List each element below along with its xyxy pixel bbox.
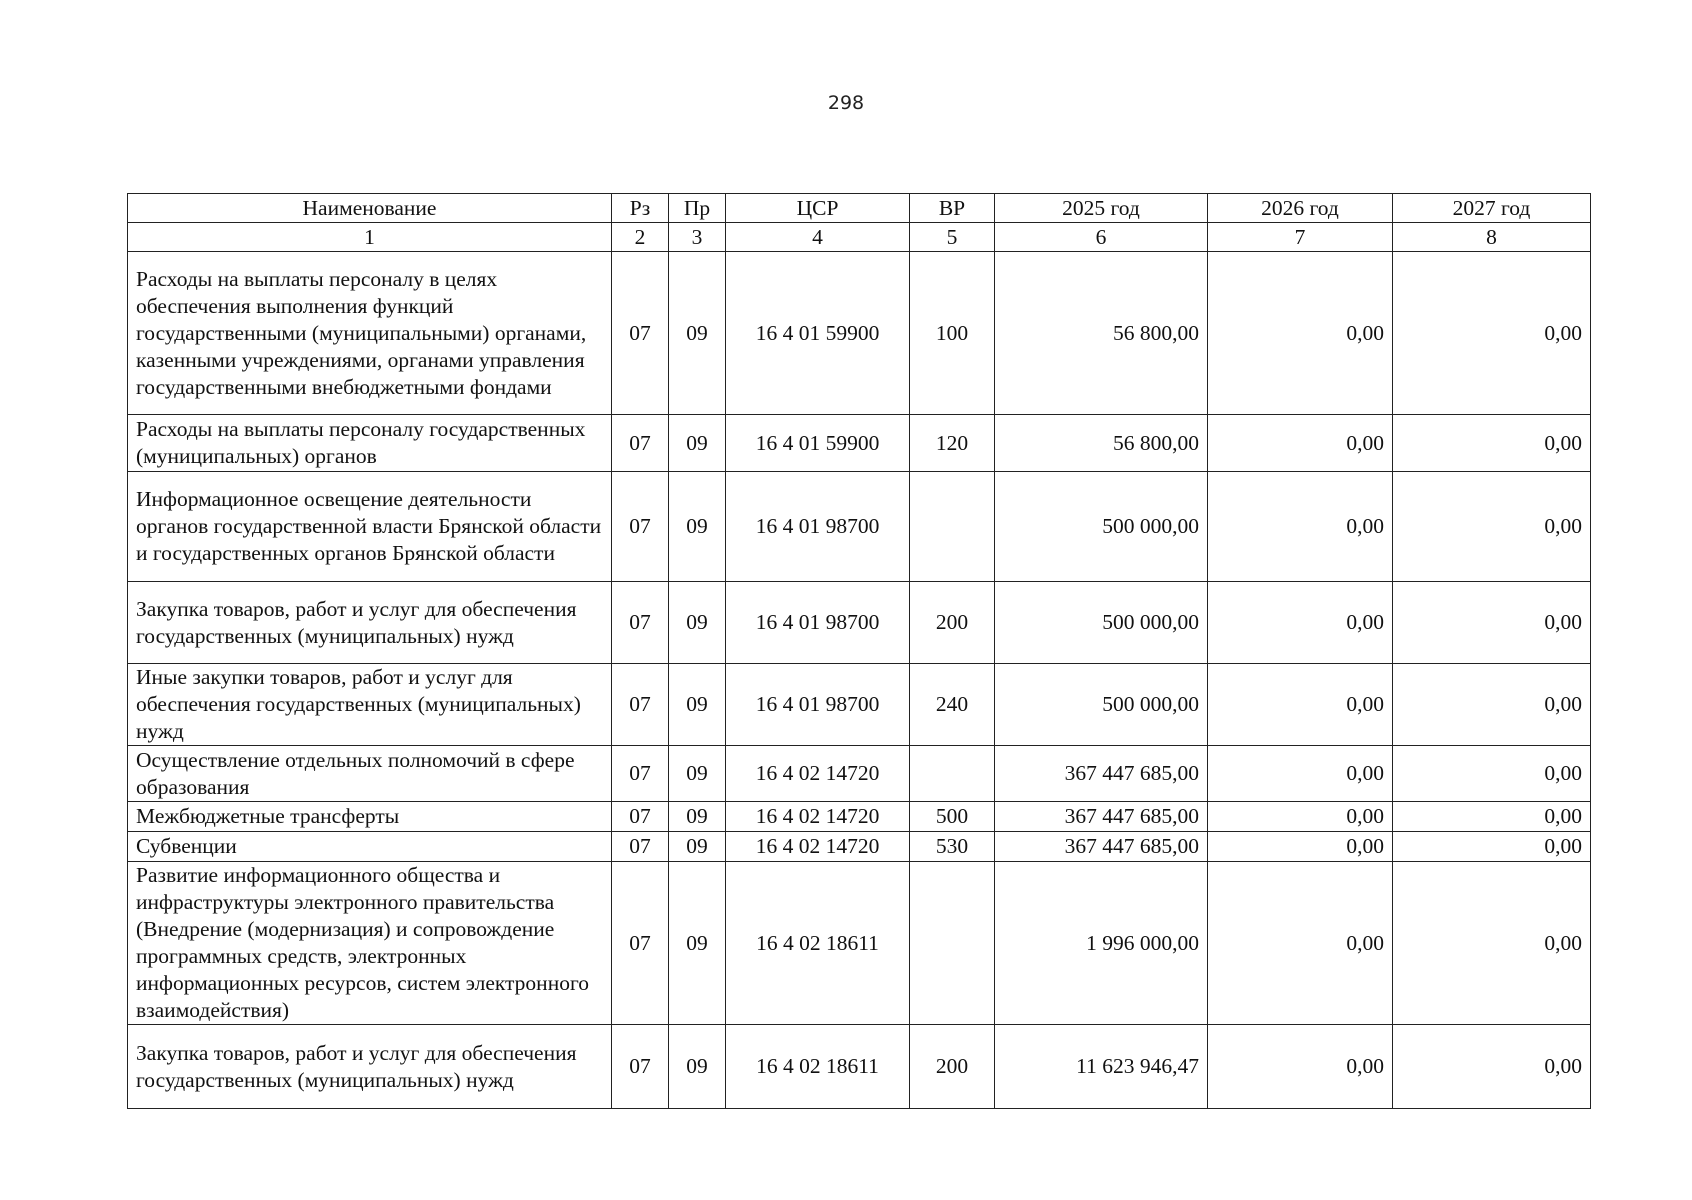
row-rz: 07 bbox=[612, 832, 669, 862]
column-number: 4 bbox=[726, 223, 910, 252]
row-pr: 09 bbox=[669, 1025, 726, 1109]
row-vr: 240 bbox=[910, 664, 995, 746]
row-2025: 11 623 946,47 bbox=[995, 1025, 1208, 1109]
row-pr: 09 bbox=[669, 252, 726, 415]
row-pr: 09 bbox=[669, 862, 726, 1025]
budget-table bbox=[127, 193, 1591, 1109]
row-rz: 07 bbox=[612, 472, 669, 582]
row-name: Развитие информационного общества и инфраструктуры электронного правительства (Внедрение (модернизация) и сопровождение программных средств, электронных информационных ресурсов, систем электронного взаимодействия) bbox=[128, 862, 612, 1025]
row-2027: 0,00 bbox=[1393, 415, 1591, 472]
table-row bbox=[128, 415, 1591, 472]
column-number: 7 bbox=[1208, 223, 1393, 252]
row-vr bbox=[910, 472, 995, 582]
row-csr: 16 4 02 14720 bbox=[726, 802, 910, 832]
row-vr: 100 bbox=[910, 252, 995, 415]
row-name: Расходы на выплаты персоналу в целях обеспечения выполнения функций государственными (муниципальными) органами, казенными учреждениями, органами управления государственными внебюджетными фондами bbox=[128, 252, 612, 415]
header-2027: 2027 год bbox=[1393, 194, 1591, 223]
table-row bbox=[128, 252, 1591, 415]
column-number: 5 bbox=[910, 223, 995, 252]
table-row bbox=[128, 582, 1591, 664]
row-vr: 200 bbox=[910, 582, 995, 664]
header-2025: 2025 год bbox=[995, 194, 1208, 223]
row-vr bbox=[910, 862, 995, 1025]
row-2027: 0,00 bbox=[1393, 746, 1591, 802]
header-rz: Рз bbox=[612, 194, 669, 223]
row-2027: 0,00 bbox=[1393, 862, 1591, 1025]
row-rz: 07 bbox=[612, 802, 669, 832]
row-2026: 0,00 bbox=[1208, 802, 1393, 832]
row-2025: 500 000,00 bbox=[995, 664, 1208, 746]
row-pr: 09 bbox=[669, 582, 726, 664]
row-2025: 56 800,00 bbox=[995, 415, 1208, 472]
row-pr: 09 bbox=[669, 746, 726, 802]
row-pr: 09 bbox=[669, 415, 726, 472]
row-2025: 56 800,00 bbox=[995, 252, 1208, 415]
row-csr: 16 4 02 14720 bbox=[726, 832, 910, 862]
row-rz: 07 bbox=[612, 1025, 669, 1109]
column-number: 3 bbox=[669, 223, 726, 252]
column-number: 8 bbox=[1393, 223, 1591, 252]
column-number: 1 bbox=[128, 223, 612, 252]
row-name: Информационное освещение деятельности органов государственной власти Брянской области и государственных органов Брянской области bbox=[128, 472, 612, 582]
row-rz: 07 bbox=[612, 582, 669, 664]
table-row bbox=[128, 1025, 1591, 1109]
table-row bbox=[128, 746, 1591, 802]
row-name: Субвенции bbox=[128, 832, 612, 862]
row-2026: 0,00 bbox=[1208, 415, 1393, 472]
row-2026: 0,00 bbox=[1208, 664, 1393, 746]
header-name: Наименование bbox=[128, 194, 612, 223]
row-pr: 09 bbox=[669, 832, 726, 862]
row-2026: 0,00 bbox=[1208, 252, 1393, 415]
row-csr: 16 4 01 59900 bbox=[726, 252, 910, 415]
row-csr: 16 4 02 14720 bbox=[726, 746, 910, 802]
row-2027: 0,00 bbox=[1393, 664, 1591, 746]
row-2027: 0,00 bbox=[1393, 472, 1591, 582]
row-name: Закупка товаров, работ и услуг для обеспечения государственных (муниципальных) нужд bbox=[128, 1025, 612, 1109]
table-row bbox=[128, 862, 1591, 1025]
row-name: Межбюджетные трансферты bbox=[128, 802, 612, 832]
column-number-row bbox=[128, 223, 1591, 252]
table-row bbox=[128, 472, 1591, 582]
header-pr: Пр bbox=[669, 194, 726, 223]
row-vr: 500 bbox=[910, 802, 995, 832]
header-csr: ЦСР bbox=[726, 194, 910, 223]
row-vr: 120 bbox=[910, 415, 995, 472]
page-number: 298 bbox=[827, 92, 865, 114]
table-row bbox=[128, 832, 1591, 862]
row-2025: 367 447 685,00 bbox=[995, 832, 1208, 862]
row-vr: 200 bbox=[910, 1025, 995, 1109]
header-2026: 2026 год bbox=[1208, 194, 1393, 223]
row-csr: 16 4 02 18611 bbox=[726, 862, 910, 1025]
row-vr: 530 bbox=[910, 832, 995, 862]
row-name: Расходы на выплаты персоналу государственных (муниципальных) органов bbox=[128, 415, 612, 472]
row-2025: 500 000,00 bbox=[995, 472, 1208, 582]
row-csr: 16 4 01 98700 bbox=[726, 664, 910, 746]
row-2025: 500 000,00 bbox=[995, 582, 1208, 664]
row-csr: 16 4 01 98700 bbox=[726, 472, 910, 582]
row-2027: 0,00 bbox=[1393, 582, 1591, 664]
row-csr: 16 4 01 98700 bbox=[726, 582, 910, 664]
row-2025: 1 996 000,00 bbox=[995, 862, 1208, 1025]
row-name: Закупка товаров, работ и услуг для обеспечения государственных (муниципальных) нужд bbox=[128, 582, 612, 664]
row-2027: 0,00 bbox=[1393, 802, 1591, 832]
row-2027: 0,00 bbox=[1393, 1025, 1591, 1109]
header-row bbox=[128, 194, 1591, 223]
row-2027: 0,00 bbox=[1393, 832, 1591, 862]
row-vr bbox=[910, 746, 995, 802]
column-number: 2 bbox=[612, 223, 669, 252]
row-2026: 0,00 bbox=[1208, 862, 1393, 1025]
row-2027: 0,00 bbox=[1393, 252, 1591, 415]
row-rz: 07 bbox=[612, 252, 669, 415]
table-row bbox=[128, 664, 1591, 746]
row-2026: 0,00 bbox=[1208, 1025, 1393, 1109]
row-rz: 07 bbox=[612, 746, 669, 802]
row-csr: 16 4 01 59900 bbox=[726, 415, 910, 472]
row-name: Осуществление отдельных полномочий в сфере образования bbox=[128, 746, 612, 802]
row-rz: 07 bbox=[612, 862, 669, 1025]
row-rz: 07 bbox=[612, 415, 669, 472]
row-csr: 16 4 02 18611 bbox=[726, 1025, 910, 1109]
row-name: Иные закупки товаров, работ и услуг для обеспечения государственных (муниципальных) нужд bbox=[128, 664, 612, 746]
header-vr: ВР bbox=[910, 194, 995, 223]
row-2025: 367 447 685,00 bbox=[995, 746, 1208, 802]
row-2026: 0,00 bbox=[1208, 832, 1393, 862]
row-2026: 0,00 bbox=[1208, 472, 1393, 582]
row-2026: 0,00 bbox=[1208, 582, 1393, 664]
table-row bbox=[128, 802, 1591, 832]
row-2025: 367 447 685,00 bbox=[995, 802, 1208, 832]
row-rz: 07 bbox=[612, 664, 669, 746]
row-2026: 0,00 bbox=[1208, 746, 1393, 802]
row-pr: 09 bbox=[669, 664, 726, 746]
column-number: 6 bbox=[995, 223, 1208, 252]
row-pr: 09 bbox=[669, 802, 726, 832]
row-pr: 09 bbox=[669, 472, 726, 582]
